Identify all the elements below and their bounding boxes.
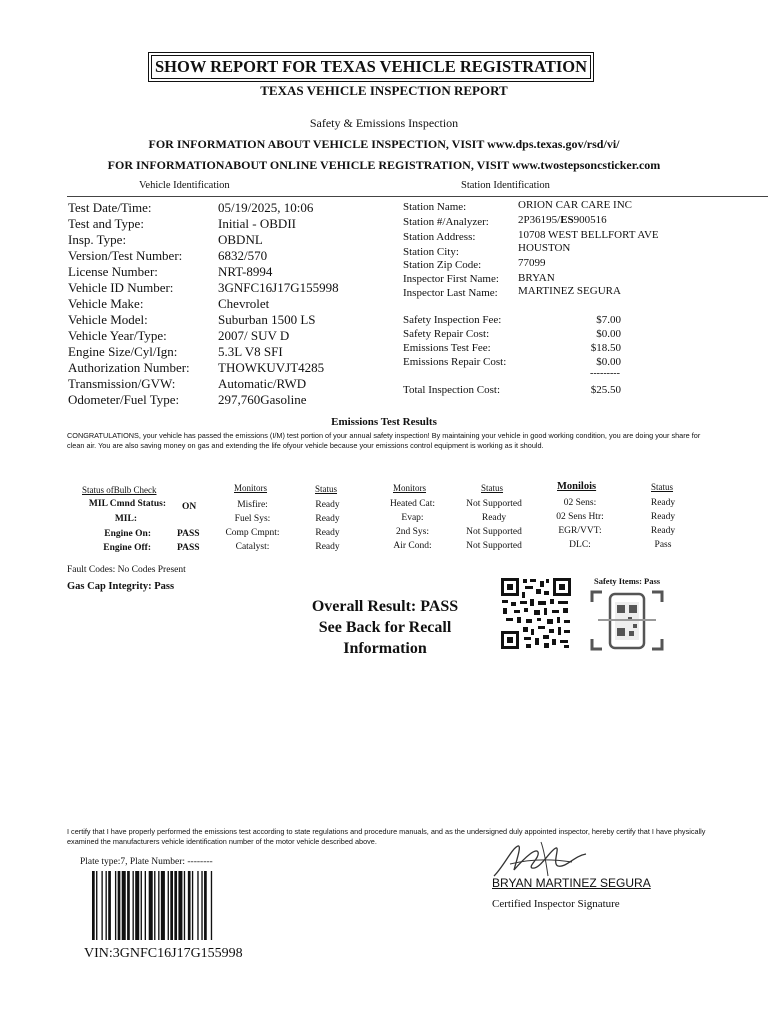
fee-row [403,356,621,369]
station-address: 10708 WEST BELLFORT AVE [518,229,659,241]
station-label: Station Name: [403,201,467,213]
vehicle-value: 2007/ SUV D [218,328,290,343]
vehicle-row [68,264,272,280]
station-identification-heading: Station Identification [461,180,550,191]
vehicle-value: THOWKUVJT4285 [218,360,325,375]
analyzer-suffix: 900516 [573,214,607,226]
bulb-label: MIL Cmnd Status: [88,499,166,509]
qr-code-icon [500,577,572,650]
vehicle-label: Vehicle Make: [68,296,144,311]
monitor-status: Ready [315,542,340,552]
plate-info: Plate type:7, Plate Number: -------- [80,857,213,867]
vehicle-row [68,328,289,344]
fee-value: $0.00 [596,328,621,340]
station-label: Inspector First Name: [403,273,499,285]
vehicle-label: Test Date/Time: [68,200,152,215]
bulb-check-header: Status ofBulb Check [82,485,157,495]
vehicle-value: 5.3L V8 SFI [218,344,283,359]
vehicle-label: Vehicle Year/Type: [68,328,167,343]
vehicle-row [68,248,267,264]
station-zip: 77099 [518,257,546,269]
report-title: SHOW REPORT FOR TEXAS VEHICLE REGISTRATION [151,55,591,79]
bulb-label: Engine On: [104,529,151,539]
fee-value: $7.00 [596,314,621,326]
vehicle-value: 3GNFC16J17G155998 [218,280,339,295]
gas-cap-integrity: Gas Cap Integrity: Pass [67,581,175,592]
vehicle-value: Suburban 1500 LS [218,312,316,327]
monitor-status: Ready [315,500,340,510]
vehicle-label: Version/Test Number: [68,248,183,263]
station-name: ORION CAR CARE INC [518,199,632,211]
monitor-name: EGR/VVT: [558,526,602,536]
vehicle-row [68,232,263,248]
vehicle-row [68,392,306,408]
vehicle-value: Chevrolet [218,296,270,311]
vehicle-row [68,280,339,296]
vehicle-label: Vehicle ID Number: [68,280,174,295]
vehicle-label: License Number: [68,264,158,279]
vehicle-value: 297,760Gasoline [218,392,307,407]
vehicle-label: Transmission/GVW: [68,376,176,391]
monitor-name: DLC: [569,540,591,550]
monitor-name: Evap: [401,513,424,523]
monitors-header: Monilois [557,481,597,492]
signature-caption: Certified Inspector Signature [492,898,620,910]
overall-result-line: Information [343,640,427,657]
bulb-label: Engine Off: [103,543,151,553]
station-label: Station Zip Code: [403,259,482,271]
monitor-status: Ready [481,513,507,523]
fee-label: Safety Repair Cost: [403,328,490,340]
station-label: Station Address: [403,231,476,243]
bulb-label: MIL: [114,514,137,524]
vehicle-row [68,216,296,232]
monitor-name: Heated Cat: [389,499,436,509]
vehicle-value: Automatic/RWD [218,376,307,391]
header-divider [67,196,768,197]
vehicle-row [68,376,306,392]
congratulations-text: CONGRATULATIONS, your vehicle has passed the emissions (I/M) test portion of your annual safety inspection! By maintaining your vehicle in good working condition, you are doing your share for clean air. You are also saving money on gas and extending the life ofyour vehicle because your emissions control equipment is working as it should. [67,431,701,450]
inspector-first-name: BRYAN [518,272,555,284]
vehicle-row [68,312,316,328]
vehicle-row [68,296,269,312]
vehicle-row [68,360,324,376]
fee-value: $18.50 [590,342,621,354]
monitor-name: 2nd Sys: [396,527,429,537]
station-label: Station City: [403,246,459,258]
vin-number: VIN:3GNFC16J17G155998 [84,946,243,961]
vehicle-value: 05/19/2025, 10:06 [218,200,314,215]
monitor-status: Not Supported [466,541,522,551]
online-registration-info-line: FOR INFORMATIONABOUT ONLINE VEHICLE REGISTRATION, VISIT www.twostepsoncsticker.com [107,158,661,172]
status-header: Status [651,482,674,492]
vehicle-row [68,344,283,360]
station-analyzer [518,214,607,227]
monitor-status: Ready [650,526,676,536]
dps-info-line: FOR INFORMATION ABOUT VEHICLE INSPECTION, VISIT www.dps.texas.gov/rsd/vi/ [148,137,620,151]
fee-value: $0.00 [596,356,621,368]
vehicle-label: Insp. Type: [68,232,127,247]
vehicle-label: Odometer/Fuel Type: [68,392,180,407]
vehicle-value: NRT-8994 [218,264,273,279]
inspector-name: BRYAN MARTINEZ SEGURA [492,876,651,890]
vehicle-value: OBDNL [218,232,263,247]
inspector-last-name: MARTINEZ SEGURA [518,285,621,297]
overall-result [290,596,480,659]
total-label: Total Inspection Cost: [403,384,500,396]
monitors-header: Monitors [234,483,268,493]
overall-result-line: Overall Result: PASS [311,598,459,615]
inspection-type: Safety & Emissions Inspection [309,116,459,130]
station-label: Station #/Analyzer: [403,216,489,228]
bulb-value: PASS [177,529,200,539]
fee-label: Emissions Test Fee: [403,342,491,354]
monitor-name: 02 Sens: [563,498,597,508]
certification-statement: I certify that I have properly performed the emissions test according to state regulations and procedure manuals, and as the undersigned duly appointed inspector, hereby certify that I have physically examined the manufacturers vehicle identification number of the motor vehicle described above. [67,827,706,846]
fee-total-rule: --------- [590,368,620,379]
station-label: Inspector Last Name: [403,287,498,299]
vin-barcode-icon [92,871,252,940]
vehicle-label: Engine Size/Cyl/Ign: [68,344,178,359]
monitor-name: Misfire: [237,500,268,510]
monitors-header: Monitors [393,483,427,493]
analyzer-code: ES [560,214,574,226]
emissions-results-title: Emissions Test Results [331,416,437,428]
monitor-status: Ready [650,498,676,508]
vehicle-row [68,200,313,216]
bulb-value: ON [182,502,197,512]
fee-row [403,328,621,341]
status-header: Status [481,483,504,493]
monitor-name: Catalyst: [235,542,270,552]
fee-row [403,314,621,327]
monitor-status: Pass [654,540,672,550]
monitor-status: Not Supported [466,499,522,509]
vehicle-identification-heading: Vehicle Identification [139,180,230,191]
fee-label: Safety Inspection Fee: [403,314,502,326]
vehicle-label: Vehicle Model: [68,312,148,327]
total-value: $25.50 [590,384,621,396]
safety-items-status: Safety Items: Pass [594,576,661,586]
total-row [403,384,621,397]
phone-scan-icon [588,588,666,653]
monitor-name: Air Cond: [393,541,432,551]
status-header: Status [315,484,338,494]
station-city: HOUSTON [518,242,571,254]
monitor-status: Not Supported [466,527,522,537]
vehicle-value: Initial - OBDII [218,216,296,231]
analyzer-prefix: 2P36195/ [518,214,561,226]
monitor-status: Ready [315,514,340,524]
vehicle-value: 6832/570 [218,248,268,263]
vehicle-label: Authorization Number: [68,360,190,375]
fee-label: Emissions Repair Cost: [403,356,507,368]
overall-result-line: See Back for Recall [318,619,452,636]
fault-codes: Fault Codes: No Codes Present [67,565,186,575]
report-subtitle: TEXAS VEHICLE INSPECTION REPORT [260,83,508,98]
monitor-status: Ready [315,528,340,538]
monitor-name: 02 Sens Htr: [556,512,604,522]
monitor-name: Fuel Sys: [234,514,271,524]
vehicle-label: Test and Type: [68,216,144,231]
monitor-status: Ready [650,512,676,522]
fee-row [403,342,621,355]
monitor-name: Comp Cmpnt: [225,528,280,538]
bulb-value: PASS [177,543,200,553]
